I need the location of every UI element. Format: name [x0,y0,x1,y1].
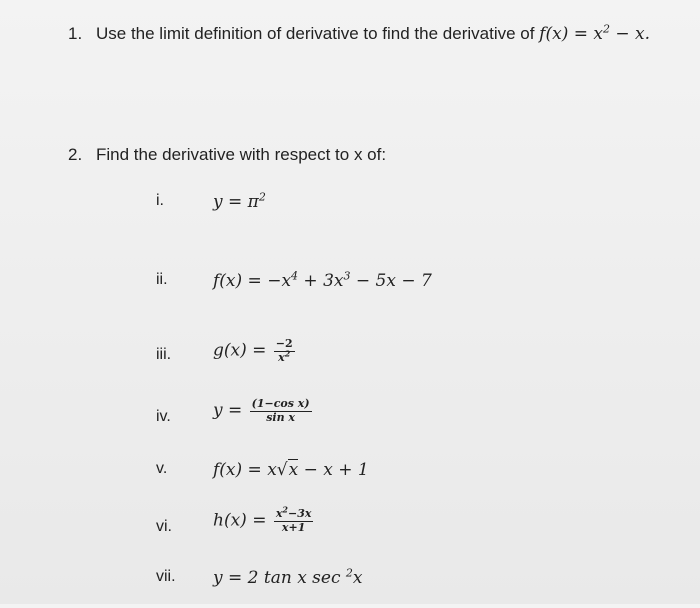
item-i-expression [213,192,266,212]
item-iii-label: iii. [156,346,172,363]
item-vi-lhs: h(x) = [213,510,272,531]
item-v-expression [213,460,369,480]
item-iii-lhs: g(x) = [213,340,272,361]
item-v-label: v. [156,460,168,477]
question-2-number: 2. [68,145,83,164]
item-ii-expression [213,271,432,291]
item-iv [0,398,700,438]
item-i [0,192,700,232]
question-1-function [539,24,650,44]
item-i-exponent: 2 [258,190,266,204]
function-body: (x) = x [545,24,603,44]
item-vi-denominator: x+1 [281,520,306,534]
item-i-lhs: y = π [213,192,259,212]
item-v [0,460,700,500]
item-vi-expression [213,504,313,534]
item-ii [0,271,700,311]
item-ii-exp-2: 3 [343,269,351,283]
item-vii-term-a: y = 2 tan x sec [213,568,346,588]
item-vii-label: vii. [156,568,176,585]
item-vi-numerator [274,504,314,522]
item-ii-term-c: − 5x − 7 [350,271,432,291]
item-iv-label: iv. [156,408,171,425]
item-vi-fraction [274,504,314,534]
question-2-text: Find the derivative with respect to x of: [96,145,387,164]
item-iii-numerator: −2 [275,337,293,350]
item-vii-expression [213,568,363,588]
item-ii-label: ii. [156,271,168,288]
item-iv-denominator: sin x [266,410,295,424]
question-1-prompt: Use the limit definition of derivative to find the derivative of [96,24,540,43]
item-v-term-a: f(x) = x [213,460,277,480]
item-ii-term-a: f(x) = −x [213,271,292,291]
item-vii [0,568,700,608]
item-vi-num-rest: −3x [288,507,312,520]
item-iii-fraction [274,338,295,364]
question-1-number: 1. [68,24,83,43]
item-vii-term-b: x [352,568,363,588]
function-exponent: 2 [602,22,610,36]
item-iv-expression [213,398,312,424]
item-i-label: i. [156,192,164,209]
item-ii-exp-1: 4 [291,269,299,283]
item-iv-numerator: (1−cos x) [251,397,310,410]
item-v-term-b: − x + 1 [298,460,369,480]
item-v-radicand: x [288,460,299,480]
item-iv-fraction [250,398,312,424]
item-vi-label: vi. [156,518,172,535]
function-tail: − x. [609,24,651,44]
item-iii-denominator [274,347,295,365]
question-1-text [96,24,650,44]
item-iii-den-exp: 2 [284,347,291,358]
item-iii-den-base: x [278,350,285,364]
item-vi-num-base: x [275,507,283,520]
item-vii-exponent: 2 [345,566,353,580]
function-name: f [539,24,546,44]
item-ii-term-b: + 3x [298,271,344,291]
item-vi [0,504,700,548]
sqrt-symbol: √ [276,460,288,480]
item-vi-num-exp: 2 [282,504,288,515]
item-iii-expression [213,338,295,364]
item-iii [0,338,700,378]
item-iv-lhs: y = [213,400,248,421]
